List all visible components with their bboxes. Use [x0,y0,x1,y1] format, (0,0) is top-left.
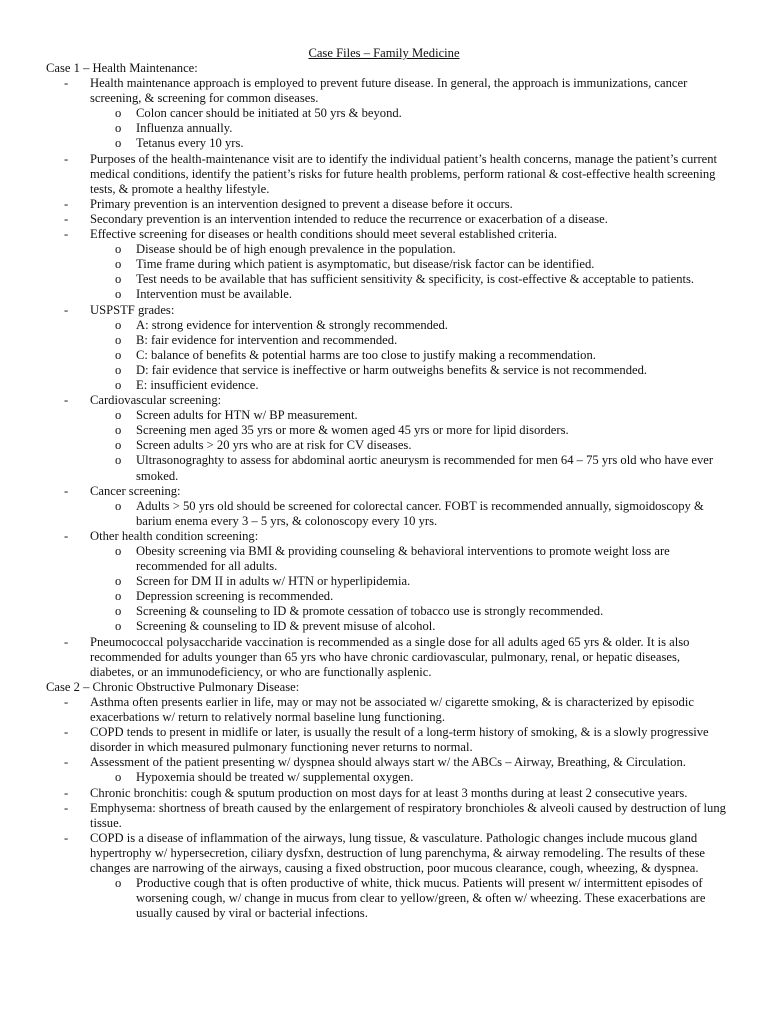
dash-bullet-marker: - [64,393,69,408]
circle-bullet-marker: o [115,106,122,121]
circle-bullet-marker: o [115,770,122,785]
bullet-item [46,197,726,212]
circle-bullet-marker: o [115,272,122,287]
item-text: Time frame during which patient is asymptomatic, but disease/risk factor can be identified. [136,257,595,272]
case-heading: Case 2 – Chronic Obstructive Pulmonary Disease: [46,679,300,694]
item-text: Hypoxemia should be treated w/ supplemental oxygen. [136,770,414,785]
circle-bullet-marker: o [115,423,122,438]
circle-bullet-marker: o [115,287,122,302]
dash-bullet-marker: - [64,196,69,211]
dash-bullet-marker: - [64,725,69,740]
bullet-item [46,695,726,725]
item-text: Tetanus every 10 yrs. [136,136,244,151]
sub-bullet-item [46,106,726,121]
item-text: Health maintenance approach is employed to prevent future disease. In general, the approach is immunizations, cancer screening, & screening for common diseases. [90,76,688,106]
sub-bullet-item [46,378,726,393]
item-text: Emphysema: shortness of breath caused by the enlargement of respiratory bronchioles & alveoli caused by destruction of lung tissue. [90,800,726,830]
document-title: Case Files – Family Medicine [308,46,460,60]
item-text: Assessment of the patient presenting w/ dyspnea should always start w/ the ABCs – Airway, Breathing, & Circulation. [90,755,686,770]
sub-bullet-item [46,453,726,483]
sub-bullet-item [46,619,726,634]
dash-bullet-marker: - [64,76,69,91]
sub-bullet-item [46,423,726,438]
circle-bullet-marker: o [115,589,122,604]
item-text: Ultrasonograghty to assess for abdominal aortic aneurysm is recommended for men 64 – 75 yrs old who have ever smoked. [136,453,714,483]
dash-bullet-marker: - [64,800,69,815]
bullet-item [46,755,726,770]
circle-bullet-marker: o [115,347,122,362]
circle-bullet-marker: o [115,332,122,347]
item-text: USPSTF grades: [90,302,175,317]
bullet-item [46,152,726,197]
item-text: Pneumococcal polysaccharide vaccination is recommended as a single dose for all adults aged 65 yrs & older. It is also recommended for adults younger than 65 yrs who have chronic cardiovascular, pulmonary, renal, or hepatic diseases, diabetes, or an immunodeficiency, or who are functionally asplenic. [90,634,690,679]
circle-bullet-marker: o [115,438,122,453]
sub-bullet-item [46,876,726,921]
circle-bullet-marker: o [115,317,122,332]
circle-bullet-marker: o [115,121,122,136]
item-text: Screening men aged 35 yrs or more & women aged 45 yrs or more for lipid disorders. [136,423,569,438]
sub-bullet-item [46,604,726,619]
dash-bullet-marker: - [64,483,69,498]
sub-bullet-item [46,272,726,287]
bullet-item [46,831,726,876]
circle-bullet-marker: o [115,136,122,151]
bullet-item [46,801,726,831]
bullet-item [46,786,726,801]
circle-bullet-marker: o [115,544,122,558]
bullet-item [46,393,726,408]
dash-bullet-marker: - [64,227,69,242]
dash-bullet-marker: - [64,151,69,166]
item-text: Test needs to be available that has sufficient sensitivity & specificity, is cost-effective & acceptable to patients. [136,272,695,287]
item-text: Primary prevention is an intervention designed to prevent a disease before it occurs. [90,196,513,211]
sub-bullet-item [46,242,726,257]
dash-bullet-marker: - [64,755,69,770]
item-text: Productive cough that is often productive of white, thick mucus. Patients will present w/ intermittent episodes of worsening cough, w/ change in mucus from clear to yellow/green, & often w/ wheezing. These exacerbations are usually caused by viral or bacterial infections. [136,876,706,921]
bullet-item [46,635,726,680]
item-text: Adults > 50 yrs old should be screened for colorectal cancer. FOBT is recommended annually, sigmoidoscopy & barium enema every 3 – 5 yrs, & colonoscopy every 10 yrs. [136,498,704,528]
sub-bullet-item [46,257,726,272]
bullet-item [46,484,726,499]
dash-bullet-marker: - [64,830,69,845]
sub-bullet-item [46,363,726,378]
sub-bullet-item [46,348,726,363]
dash-bullet-marker: - [64,634,69,649]
item-text: Screen for DM II in adults w/ HTN or hyperlipidemia. [136,574,411,589]
item-text: Screening & counseling to ID & promote cessation of tobacco use is strongly recommended. [136,604,604,619]
bullet-item [46,212,726,227]
item-text: C: balance of benefits & potential harms are too close to justify making a recommendation. [136,347,596,362]
dash-bullet-marker: - [64,302,69,317]
item-text: Secondary prevention is an intervention intended to reduce the recurrence or exacerbation of a disease. [90,211,608,226]
circle-bullet-marker: o [115,619,122,634]
item-text: Chronic bronchitis: cough & sputum production on most days for at least 3 months during at least 2 consecutive years. [90,785,688,800]
item-text: Disease should be of high enough prevalence in the population. [136,242,456,257]
item-text: Purposes of the health-maintenance visit are to identify the individual patient’s health concerns, manage the patient’s current medical conditions, identify the patient’s risks for future health problems, perform rational & cost-effective health screening tests, & promote a healthy lifestyle. [90,151,718,196]
circle-bullet-marker: o [115,453,122,468]
circle-bullet-marker: o [115,257,122,272]
item-text: Screen adults for HTN w/ BP measurement. [136,408,358,423]
sub-bullet-item [46,574,726,589]
item-text: Cancer screening: [90,483,181,498]
item-text: Obesity screening via BMI & providing counseling & behavioral interventions to promote weight loss are recommended for all adults. [136,544,670,574]
item-text: Cardiovascular screening: [90,393,222,408]
bullet-item [46,303,726,318]
sub-bullet-item [46,318,726,333]
sub-bullet-item [46,121,726,136]
circle-bullet-marker: o [115,498,122,513]
dash-bullet-marker: - [64,694,69,709]
circle-bullet-marker: o [115,362,122,377]
item-text: Colon cancer should be initiated at 50 yrs & beyond. [136,106,402,121]
sub-bullet-item [46,438,726,453]
bullet-item [46,529,726,544]
bullet-item [46,76,726,106]
item-text: Influenza annually. [136,121,233,136]
dash-bullet-marker: - [64,528,69,543]
sub-bullet-item [46,408,726,423]
item-text: Intervention must be available. [136,287,292,302]
dash-bullet-marker: - [64,785,69,800]
item-text: A: strong evidence for intervention & strongly recommended. [136,317,448,332]
item-text: B: fair evidence for intervention and recommended. [136,332,398,347]
circle-bullet-marker: o [115,574,122,589]
circle-bullet-marker: o [115,408,122,423]
circle-bullet-marker: o [115,876,122,891]
item-text: D: fair evidence that service is ineffective or harm outweighs benefits & service is not recommended. [136,362,648,377]
sub-bullet-item [46,287,726,302]
sub-bullet-item [46,770,726,785]
sub-bullet-item [46,499,726,529]
bullet-item [46,227,726,242]
item-text: E: insufficient evidence. [136,377,259,392]
item-text: Asthma often presents earlier in life, may or may not be associated w/ cigarette smoking, & is characterized by episodic exacerbations w/ return to relatively normal baseline lung functioning. [90,694,694,725]
item-text: Screening & counseling to ID & prevent misuse of alcohol. [136,619,436,634]
sub-bullet-item [46,589,726,604]
circle-bullet-marker: o [115,604,122,619]
circle-bullet-marker: o [115,242,122,257]
dash-bullet-marker: - [64,211,69,226]
case-heading: Case 1 – Health Maintenance: [46,61,198,75]
sub-bullet-item [46,333,726,348]
sub-bullet-item [46,544,726,574]
item-text: Depression screening is recommended. [136,589,334,604]
item-text: Other health condition screening: [90,528,259,543]
circle-bullet-marker: o [115,377,122,392]
item-text: Effective screening for diseases or health conditions should meet several established criteria. [90,227,557,242]
item-text: Screen adults > 20 yrs who are at risk for CV diseases. [136,438,412,453]
item-text: COPD tends to present in midlife or later, is usually the result of a long-term history of smoking, & is a slowly progressive disorder in which measured pulmonary functioning never returns to normal. [90,725,709,755]
sub-bullet-item [46,136,726,151]
bullet-item [46,725,726,755]
item-text: COPD is a disease of inflammation of the airways, lung tissue, & vasculature. Pathologic changes include mucous gland hypertrophy w/ hypersecretion, ciliary dysfxn, destruction of lung parenchyma, & airway remodeling. The results of these changes are narrowing of the airways, causing a fixed obstruction, poor mucous clearance, cough, wheezing, & dyspnea. [90,830,705,875]
document-body [46,61,726,921]
